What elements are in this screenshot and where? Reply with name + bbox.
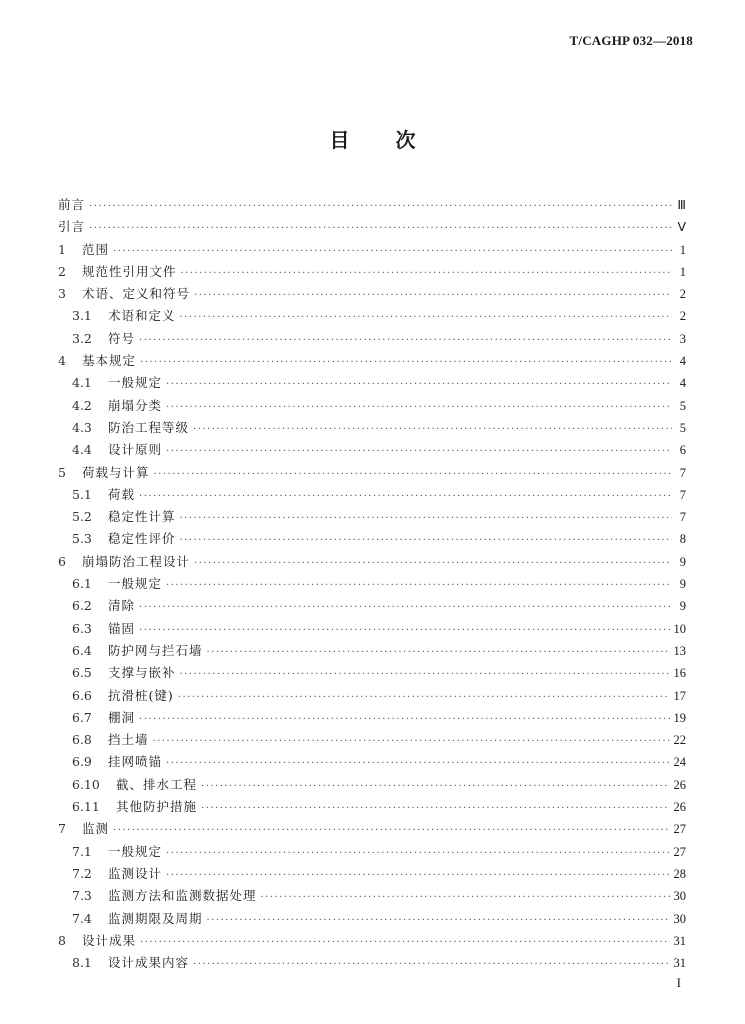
toc-entry[interactable] (58, 528, 686, 550)
toc-entry[interactable] (58, 573, 686, 595)
toc-entry[interactable] (58, 395, 686, 417)
toc-leader-dots (194, 553, 672, 573)
toc-entry-number: 8.1 (72, 955, 92, 971)
toc-entry[interactable] (58, 239, 686, 261)
toc-leader-dots (181, 263, 672, 283)
toc-entry-number: 6.1 (72, 576, 92, 592)
toc-entry[interactable] (58, 908, 686, 930)
toc-entry-number: 6.10 (72, 776, 100, 792)
toc-entry[interactable] (58, 774, 686, 796)
toc-entry-label: 锚固 (108, 620, 136, 636)
toc-entry-number: 1 (58, 241, 66, 257)
toc-entry-page: 13 (673, 643, 686, 658)
toc-entry-label: 棚洞 (108, 709, 136, 725)
toc-entry-page: 3 (679, 331, 686, 346)
toc-leader-dots (89, 218, 672, 238)
toc-entry-label: 清除 (108, 598, 136, 614)
toc-entry-number: 4.2 (72, 397, 92, 413)
toc-entry-number: 6 (58, 553, 66, 569)
toc-entry[interactable] (58, 372, 686, 394)
toc-entry-page: 28 (673, 866, 686, 881)
toc-leader-dots (139, 486, 672, 506)
toc-entry[interactable] (58, 841, 686, 863)
toc-entry-label: 基本规定 (82, 353, 137, 369)
toc-entry-number: 6.11 (72, 799, 100, 815)
toc-entry-page: 27 (673, 822, 686, 837)
toc-entry[interactable] (58, 662, 686, 684)
toc-entry-page: 10 (673, 621, 686, 636)
toc-entry-page: 26 (673, 800, 686, 815)
toc-entry-label: 监测设计 (108, 865, 163, 881)
toc-entry-label: 挂网喷锚 (108, 754, 163, 770)
toc-entry-label: 术语和定义 (108, 308, 176, 324)
toc-entry-number: 6.3 (72, 620, 92, 636)
toc-entry-label: 一般规定 (108, 375, 163, 391)
toc-entry[interactable] (58, 506, 686, 528)
toc-entry[interactable] (58, 328, 686, 350)
toc-entry[interactable] (58, 952, 686, 974)
toc-entry-page: 9 (679, 554, 686, 569)
toc-entry[interactable] (58, 707, 686, 729)
toc-entry-number: 6.2 (72, 598, 92, 614)
toc-leader-dots (180, 664, 670, 684)
toc-leader-dots (180, 508, 672, 528)
toc-entry-page: 5 (679, 420, 686, 435)
toc-title-char-2: 次 (395, 128, 416, 152)
toc-entry-number: 7.3 (72, 888, 92, 904)
toc-entry-page: 9 (679, 599, 686, 614)
toc-entry[interactable] (58, 551, 686, 573)
toc-leader-dots (194, 285, 672, 305)
toc-entry-page: 2 (679, 309, 686, 324)
toc-entry-label: 符号 (108, 330, 136, 346)
toc-entry[interactable] (58, 618, 686, 640)
toc-entry-page: 31 (673, 933, 686, 948)
toc-leader-dots (166, 374, 672, 394)
toc-entry-page: 16 (673, 666, 686, 681)
toc-entry-page: 30 (673, 889, 686, 904)
toc-entry-number: 3 (58, 286, 66, 302)
document-code: T/CAGHP 032—2018 (569, 33, 693, 48)
toc-leader-dots (166, 865, 669, 885)
toc-entry-page: 22 (673, 733, 686, 748)
toc-entry-number: 7.4 (72, 910, 92, 926)
toc-entry[interactable] (58, 261, 686, 283)
toc-leader-dots (193, 954, 669, 974)
toc-entry-label: 监测方法和监测数据处理 (108, 888, 257, 904)
toc-entry[interactable] (58, 194, 686, 216)
toc-entry-label: 引言 (58, 219, 86, 235)
toc-entry[interactable] (58, 863, 686, 885)
toc-entry[interactable] (58, 885, 686, 907)
toc-entry[interactable] (58, 462, 686, 484)
toc-entry[interactable] (58, 729, 686, 751)
toc-entry[interactable] (58, 417, 686, 439)
toc-entry-number: 7 (58, 821, 66, 837)
toc-leader-dots (166, 441, 672, 461)
toc-entry-label: 支撑与嵌补 (108, 665, 176, 681)
toc-entry-label: 稳定性计算 (108, 509, 176, 525)
toc-entry-page: 2 (679, 287, 686, 302)
toc-entry[interactable] (58, 685, 686, 707)
toc-leader-dots (89, 196, 672, 216)
toc-leader-dots (166, 397, 672, 417)
toc-leader-dots (139, 709, 669, 729)
toc-entry-label: 稳定性评价 (108, 531, 176, 547)
toc-leader-dots (153, 731, 670, 751)
toc-entry-number: 6.6 (72, 687, 92, 703)
toc-entry-label: 一般规定 (108, 576, 163, 592)
toc-leader-dots (139, 620, 669, 640)
toc-title-char-1: 目 (329, 128, 350, 152)
toc-entry-page: 4 (679, 354, 686, 369)
toc-entry-page: 30 (673, 911, 686, 926)
toc-leader-dots (207, 642, 670, 662)
toc-entry-page: 19 (673, 710, 686, 725)
toc-entry[interactable] (58, 930, 686, 952)
toc-entry-label: 防护网与拦石墙 (108, 642, 203, 658)
page-number: I (676, 975, 681, 990)
toc-entry-number: 6.4 (72, 642, 92, 658)
toc-leader-dots (180, 530, 672, 550)
toc-leader-dots (139, 330, 672, 350)
toc-entry[interactable] (58, 796, 686, 818)
toc-entry-label: 抗滑桩(键) (108, 687, 174, 703)
toc-entry-number: 4.4 (72, 442, 92, 458)
toc-entry-label: 荷载与计算 (82, 464, 150, 480)
toc-leader-dots (140, 352, 672, 372)
toc-entry[interactable] (58, 751, 686, 773)
toc-leader-dots (140, 932, 669, 952)
toc-entry[interactable] (58, 439, 686, 461)
toc-entry-number: 5.1 (72, 486, 92, 502)
toc-title (0, 124, 745, 153)
toc-entry-number: 3.1 (72, 308, 92, 324)
toc-entry-label: 一般规定 (108, 843, 163, 859)
toc-entry-page: 31 (673, 956, 686, 971)
toc-list (58, 194, 686, 974)
toc-entry[interactable] (58, 818, 686, 840)
toc-entry-label: 监测期限及周期 (108, 910, 203, 926)
toc-leader-dots (154, 464, 672, 484)
toc-entry-label: 截、排水工程 (116, 776, 198, 792)
toc-entry-number: 6.8 (72, 732, 92, 748)
toc-entry-number: 7.1 (72, 843, 92, 859)
toc-entry-page: 7 (679, 465, 686, 480)
toc-entry[interactable] (58, 484, 686, 506)
toc-entry-page: 24 (673, 755, 686, 770)
toc-entry-label: 设计原则 (108, 442, 163, 458)
toc-entry-page: 27 (673, 844, 686, 859)
toc-entry-label: 其他防护措施 (116, 799, 198, 815)
toc-leader-dots (207, 910, 670, 930)
toc-leader-dots (193, 419, 672, 439)
toc-entry-page: Ⅲ (677, 198, 686, 212)
toc-entry-label: 崩塌分类 (108, 397, 163, 413)
toc-entry-label: 防治工程等级 (108, 419, 190, 435)
toc-entry-page: 1 (679, 242, 686, 257)
toc-entry[interactable] (58, 350, 686, 372)
toc-entry-number: 2 (58, 263, 66, 279)
toc-entry-page: 6 (679, 443, 686, 458)
toc-entry-page: 5 (679, 398, 686, 413)
toc-leader-dots (166, 753, 669, 773)
toc-entry-page: 9 (679, 577, 686, 592)
toc-entry[interactable] (58, 640, 686, 662)
toc-entry-page: 1 (679, 264, 686, 279)
toc-leader-dots (113, 241, 672, 261)
toc-entry-number: 8 (58, 932, 66, 948)
toc-entry-number: 6.5 (72, 665, 92, 681)
toc-entry-number: 7.2 (72, 865, 92, 881)
toc-entry[interactable] (58, 216, 686, 238)
toc-entry-number: 4 (58, 353, 66, 369)
toc-entry-page: Ⅴ (677, 220, 686, 235)
toc-entry-number: 5.3 (72, 531, 92, 547)
toc-entry-label: 规范性引用文件 (82, 263, 177, 279)
toc-entry-number: 5 (58, 464, 66, 480)
toc-entry-page: 7 (679, 487, 686, 502)
toc-entry[interactable] (58, 283, 686, 305)
toc-entry-label: 设计成果 (82, 932, 137, 948)
toc-entry-number: 3.2 (72, 330, 92, 346)
toc-leader-dots (201, 776, 669, 796)
toc-entry[interactable] (58, 595, 686, 617)
toc-entry-label: 荷载 (108, 486, 136, 502)
toc-entry-label: 范围 (82, 241, 110, 257)
toc-entry-number: 6.7 (72, 709, 92, 725)
toc-entry-page: 17 (673, 688, 686, 703)
toc-entry-page: 8 (679, 532, 686, 547)
toc-entry-label: 前言 (58, 197, 86, 212)
toc-entry-label: 术语、定义和符号 (82, 286, 191, 302)
toc-leader-dots (166, 575, 672, 595)
toc-leader-dots (201, 798, 669, 818)
toc-entry-number: 4.3 (72, 419, 92, 435)
toc-leader-dots (178, 687, 670, 707)
toc-entry-number: 4.1 (72, 375, 92, 391)
toc-entry-page: 7 (679, 510, 686, 525)
toc-entry-label: 设计成果内容 (108, 955, 190, 971)
toc-leader-dots (113, 820, 669, 840)
toc-leader-dots (261, 887, 670, 907)
toc-leader-dots (166, 843, 669, 863)
toc-entry-page: 26 (673, 777, 686, 792)
toc-leader-dots (180, 307, 672, 327)
toc-entry-number: 6.9 (72, 754, 92, 770)
toc-entry-page: 4 (679, 376, 686, 391)
toc-entry[interactable] (58, 305, 686, 327)
toc-entry-label: 监测 (82, 821, 110, 837)
toc-entry-number: 5.2 (72, 509, 92, 525)
toc-leader-dots (139, 597, 672, 617)
toc-entry-label: 挡土墙 (108, 732, 149, 748)
toc-entry-label: 崩塌防治工程设计 (82, 553, 191, 569)
